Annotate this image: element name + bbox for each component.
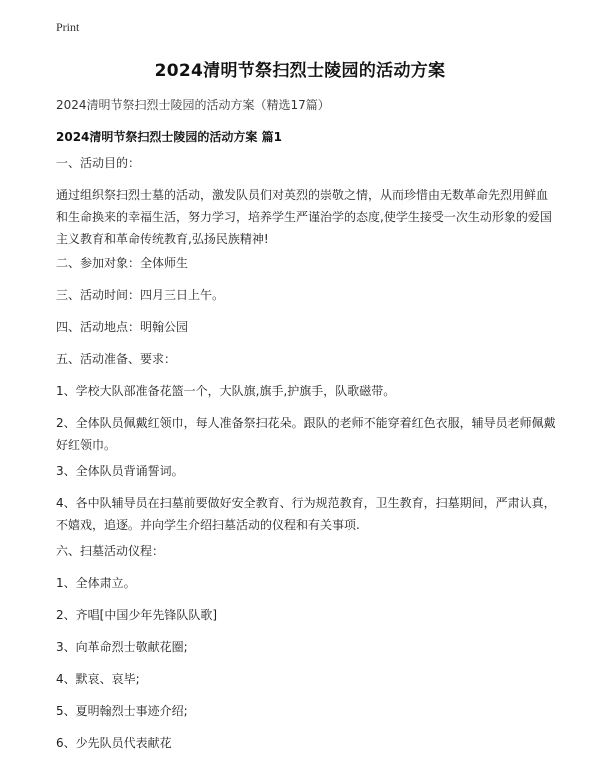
paragraph-prep-item-3: 3、全体队员背诵誓词。: [56, 464, 184, 478]
paragraph-ceremony-item-1: 1、全体肃立。: [56, 576, 136, 590]
paragraph-preparation-heading: 五、活动准备、要求：: [56, 352, 177, 366]
paragraph-ceremony-item-4: 4、默哀、哀毕;: [56, 672, 140, 686]
paragraph-ceremony-item-3: 3、向革命烈士敬献花圈;: [56, 640, 188, 654]
paragraph-participants: 二、参加对象：全体师生: [56, 256, 189, 270]
paragraph-ceremony-item-6: 6、少先队员代表献花: [56, 736, 172, 750]
paragraph-prep-item-4: 4、各中队辅导员在扫墓前要做好安全教育、行为规范教育，卫生教育，扫墓期间，严肃认真，不嬉戏，追逐。并向学生介绍扫墓活动的仪程和有关事项.: [56, 496, 556, 532]
paragraph-prep-item-1: 1、学校大队部准备花篮一个，大队旗,旗手,护旗手，队歌磁带。: [56, 384, 396, 398]
paragraph-objective-body: 通过组织祭扫烈士墓的活动，激发队员们对英烈的崇敬之情，从而珍惜由无数革命先烈用鲜血和生命换来的幸福生活，努力学习，培养学生严谨治学的态度,使学生接受一次生动形象的爱国主义教育和革命传统教育,弘扬民族精神!: [56, 188, 552, 246]
document-subtitle: 2024清明节祭扫烈士陵园的活动方案（精选17篇）: [56, 98, 330, 112]
paragraph-ceremony-item-5: 5、夏明翰烈士事迹介绍;: [56, 704, 188, 718]
print-link[interactable]: Print: [56, 20, 80, 34]
paragraph-prep-item-2: 2、全体队员佩戴红领巾，每人准备祭扫花朵。跟队的老师不能穿着红色衣服，辅导员老师佩戴好红领巾。: [56, 416, 556, 452]
paragraph-ceremony-item-2: 2、齐唱[中国少年先锋队队歌]: [56, 608, 217, 622]
paragraph-location: 四、活动地点：明翰公园: [56, 320, 189, 334]
paragraph-objective-heading: 一、活动目的：: [56, 156, 141, 170]
paragraph-ceremony-heading: 六、扫墓活动仪程：: [56, 544, 165, 558]
section-heading: 2024清明节祭扫烈士陵园的活动方案 篇1: [56, 130, 282, 144]
paragraph-time: 三、活动时间：四月三日上午。: [56, 288, 225, 302]
page-title: 2024清明节祭扫烈士陵园的活动方案: [154, 61, 446, 81]
